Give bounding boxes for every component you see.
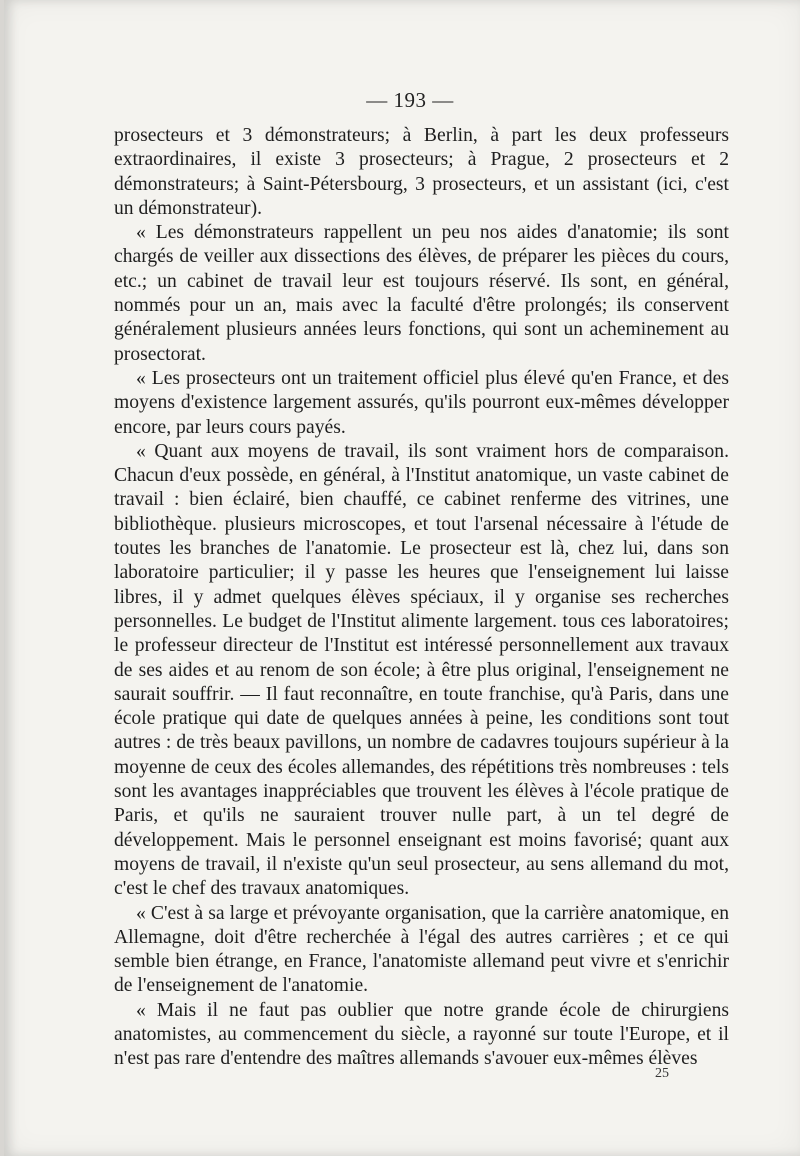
paragraph: « Quant aux moyens de travail, ils sont vraiment hors de comparaison. Chacun d'eux possède, en général, à l'Institut anatomique, un vaste cabinet de travail : bien éclairé, bien chauffé, ce cabinet renferme des vitrines, une bibliothèque. plusieurs microscopes, et tout l'arsenal nécessaire à l'étude de toutes les branches de l'anatomie. Le prosecteur est là, chez lui, dans son laboratoire particulier; il y passe les heures que l'enseignement lui laisse libres, il y admet quelques élèves spéciaux, il y organise ses recherches personnelles. Le budget de l'Institut alimente largement. tous ces laboratoires; le professeur directeur de l'Institut est intéressé personnellement aux travaux de ses aides et au renom de son école; à être plus original, l'enseignement ne saurait souffrir. — Il faut reconnaître, en toute franchise, qu'à Paris, dans une école pratique qui date de quelques années à peine, les conditions sont tout autres : de très beaux pavillons, un nombre de cadavres toujours supérieur à la moyenne de ceux des écoles allemandes, des répétitions très nombreuses : tels sont les avantages inappréciables que trouvent les élèves à l'école pratique de Paris, et qu'ils ne sauraient trouver nulle part, à un tel degré de développement. Mais le personnel enseignant est moins favorisé; quant aux moyens de travail, il n'existe qu'un seul prosecteur, au sens allemand du mot, c'est le chef des travaux anatomiques. [114,440,729,900]
paragraph: prosecteurs et 3 démonstrateurs; à Berlin, à part les deux professeurs extraordinaires, il existe 3 prosecteurs; à Prague, 2 prosecteurs et 2 démonstrateurs; à Saint-Pétersbourg, 3 prosecteurs, et un assistant (ici, c'est un démonstrateur). [114,125,729,219]
paragraph: « Mais il ne faut pas oublier que notre grande école de chirurgiens anatomistes, au commencement du siècle, a rayonné sur toute l'Europe, et il n'est pas rare d'entendre des maîtres allemands s'avouer eux-mêmes élèves [114,999,729,1070]
paragraph: « Les prosecteurs ont un traitement officiel plus élevé qu'en France, et des moyens d'existence largement assurés, qu'ils pourront eux-mêmes développer encore, par leurs cours payés. [114,367,729,438]
printer-signature-mark: 25 [655,1066,669,1081]
paragraph: « Les démonstrateurs rappellent un peu nos aides d'anatomie; ils sont chargés de veiller aux dissections des élèves, de préparer les pièces du cours, etc.; un cabinet de travail leur est toujours réservé. Ils sont, en général, nommés pour un an, mais avec la faculté d'être prolongés; ils conservent généralement plusieurs années leurs fonctions, qui sont un acheminement au prosectorat. [114,222,729,365]
document-page [4,0,800,1156]
paragraph: « C'est à sa large et prévoyante organisation, que la carrière anatomique, en Allemagne, doit d'être recherchée à l'égal des autres carrières ; et ce qui semble bien étrange, en France, l'anatomiste allemand peut vivre et s'enrichir de l'enseignement de l'anatomie. [114,902,729,997]
body-text [114,124,729,1072]
page-number: — 193 — [366,88,454,112]
